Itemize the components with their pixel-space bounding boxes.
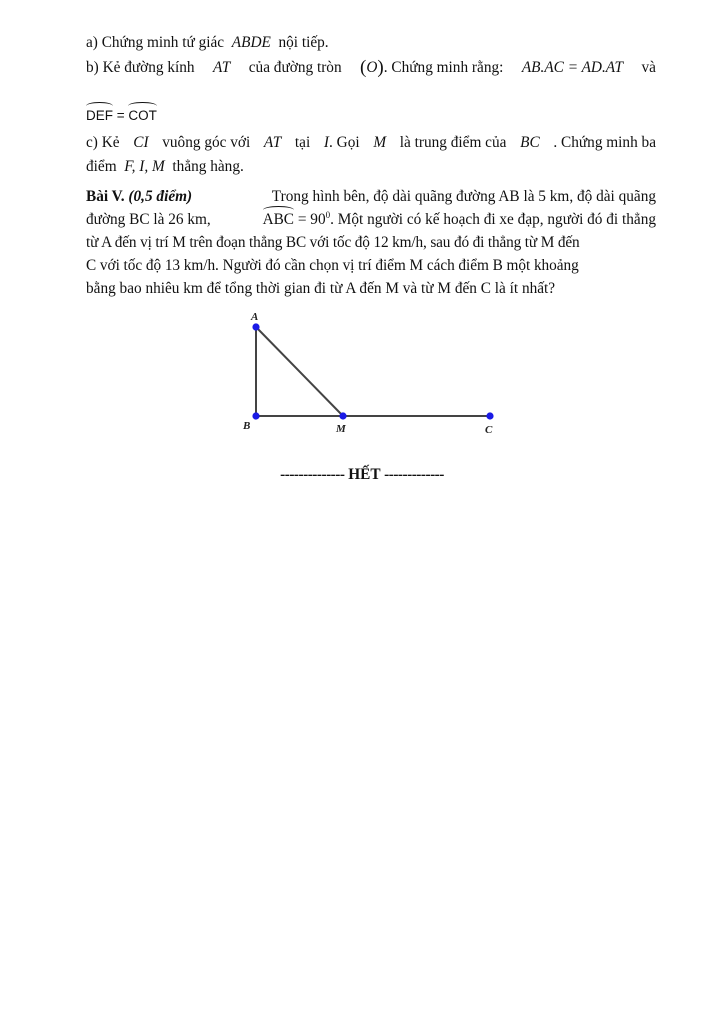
part-b-and: và — [641, 59, 656, 76]
end-marker — [0, 466, 724, 484]
part-c-collinear: thẳng hàng. — [172, 158, 244, 175]
part-c-at: AT — [263, 134, 282, 151]
part-c-diem: điểm — [86, 158, 117, 175]
part-c-line-1 — [86, 133, 656, 153]
bai5-text-1: Trong hình bên, độ dài quãng đường AB là 5 km, độ dài quãng — [271, 188, 656, 205]
point-a — [252, 323, 259, 330]
part-b-equation: AB.AC = AD.AT — [521, 59, 624, 76]
arc-cot: COT — [128, 106, 157, 126]
point-m — [339, 412, 346, 419]
bai5-line-3: từ A đến vị trí M trên đoạn thẳng BC với tốc độ 12 km/h, sau đó đi thẳng từ M đến — [86, 234, 580, 251]
end-dash-right: ------------- — [384, 466, 444, 483]
geometry-figure — [230, 305, 520, 445]
angle-abc: ABC — [262, 211, 295, 228]
part-c-line-2 — [86, 157, 656, 177]
part-c-points: F, I, M — [124, 158, 165, 175]
part-c-i: I. Gọi — [323, 134, 360, 151]
part-c-m: M — [373, 134, 387, 151]
segment-am — [256, 327, 343, 416]
bai5-line-1 — [86, 187, 656, 207]
point-c — [486, 412, 493, 419]
part-a-suffix: nội tiếp. — [278, 34, 329, 51]
bai5-angle-eq: ABC = $90^0$. Một người có kế hoạch đi xe đạp, người đó đi thẳng — [262, 209, 656, 228]
part-a-line — [86, 33, 656, 53]
label-c: C — [485, 424, 493, 436]
end-text: HẾT — [348, 466, 381, 483]
part-b-text-2: của đường tròn — [248, 59, 342, 76]
figure-svg — [230, 305, 520, 445]
part-c-ci: CI — [133, 134, 149, 151]
part-a-quad: ABDE — [231, 34, 271, 51]
arc-def: DEF — [86, 106, 113, 126]
bai5-text-2a: đường BC là 26 km, — [86, 211, 211, 228]
bai5-line-2 — [86, 210, 656, 230]
part-c-text-3: tại — [294, 134, 311, 151]
bai5-score: (0,5 điểm) — [128, 188, 193, 205]
part-b-text-1: b) Kẻ đường kính — [86, 59, 195, 76]
part-c-text-6: . Chứng minh ba — [553, 134, 656, 151]
part-a-prefix: a) Chứng minh tứ giác — [86, 34, 225, 51]
label-a: A — [251, 311, 259, 323]
part-b-circle: (O). Chứng minh rằng: — [360, 57, 504, 78]
part-c-bc: BC — [520, 134, 540, 151]
bai5-line-5: bằng bao nhiêu km để tổng thời gian đi từ A đến M và từ M đến C là ít nhất? — [86, 280, 556, 297]
bai5-line-4: C với tốc độ 13 km/h. Người đó cần chọn vị trí điểm M cách điểm B một khoảng — [86, 257, 579, 274]
part-b-line-2 — [86, 106, 656, 126]
label-b: B — [243, 420, 251, 432]
part-c-text-5: là trung điểm của — [399, 134, 507, 151]
part-c-text-2: vuông góc với — [162, 134, 251, 151]
end-dash-left: -------------- — [280, 466, 345, 483]
bai5-title: Bài V. — [86, 188, 125, 205]
part-b-line-1 — [86, 58, 656, 78]
arc-equals: = — [113, 108, 129, 123]
bai5-heading — [86, 187, 192, 207]
point-b — [252, 412, 259, 419]
label-m: M — [336, 423, 346, 435]
part-b-at: AT — [213, 59, 231, 76]
part-c-text-1: c) Kẻ — [86, 134, 120, 151]
